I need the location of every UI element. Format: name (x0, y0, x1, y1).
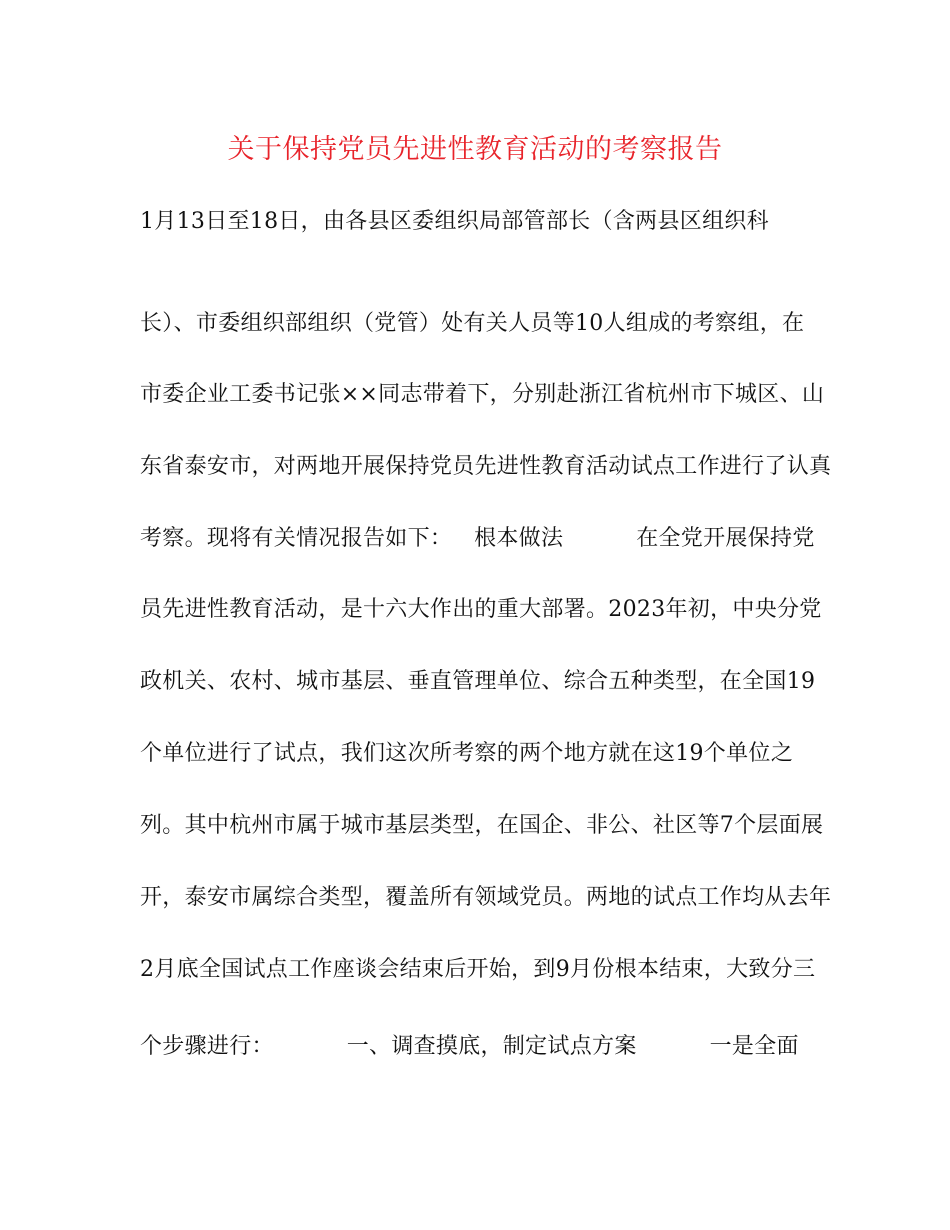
body-line: 长）、市委组织部组织（党管）处有关人员等10人组成的考察组，在 (140, 311, 805, 336)
body-line: 个步骤进行： 一、调查摸底，制定试点方案 一是全面 (140, 1034, 799, 1059)
document-title: 关于保持党员先进性教育活动的考察报告 (227, 134, 723, 165)
body-line: 列。其中杭州市属于城市基层类型，在国企、非公、社区等7个层面展 (140, 813, 824, 838)
body-line: 东省泰安市，对两地开展保持党员先进性教育活动试点工作进行了认真 (140, 454, 832, 479)
body-line: 考察。现将有关情况报告如下： 根本做法 在全党开展保持党 (140, 526, 815, 551)
body-line: 政机关、农村、城市基层、垂直管理单位、综合五种类型，在全国19 (140, 669, 816, 694)
body-line: 个单位进行了试点，我们这次所考察的两个地方就在这19个单位之 (140, 741, 793, 766)
body-line: 2月底全国试点工作座谈会结束后开始，到9月份根本结束，大致分三 (140, 957, 816, 982)
body-line: 员先进性教育活动，是十六大作出的重大部署。2023年初，中央分党 (140, 597, 822, 622)
body-line: 开，泰安市属综合类型，覆盖所有领域党员。两地的试点工作均从去年 (140, 885, 832, 910)
body-line: 市委企业工委书记张××同志带着下，分别赴浙江省杭州市下城区、山 (140, 382, 825, 407)
body-line: 1月13日至18日，由各县区委组织局部管部长（含两县区组织科 (140, 209, 769, 234)
